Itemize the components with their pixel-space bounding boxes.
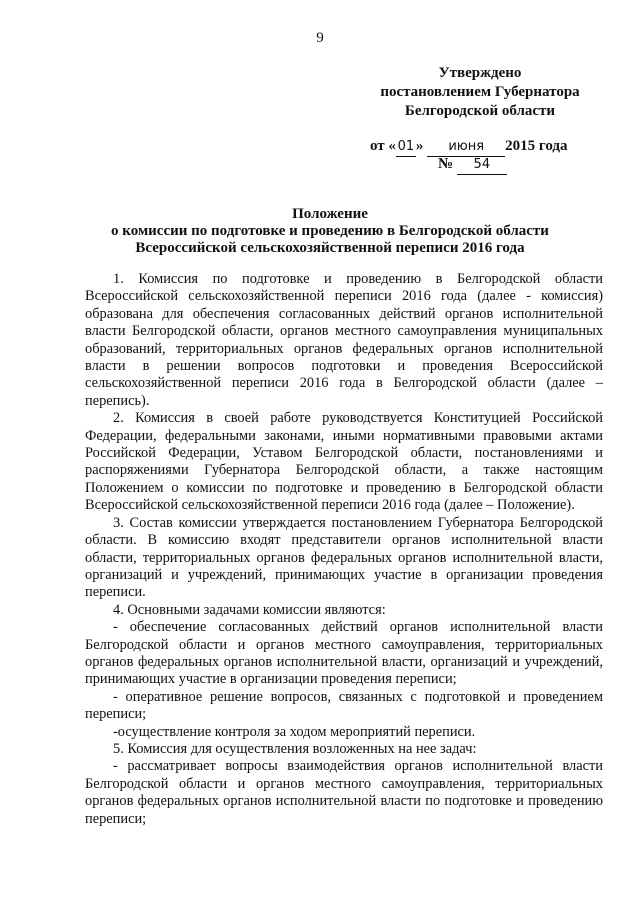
paragraph-5: - обеспечение согласованных действий органов исполнительной власти Белгородской области и органов местного самоуправления, территориальных органов федеральных органов исполнительной власти, организаций и учреждений, принимающих участие в организации проведения переписи;	[85, 619, 603, 688]
page-number: 9	[316, 30, 324, 46]
date-mid: »	[415, 138, 424, 154]
paragraph-7: -осуществление контроля за ходом мероприятий переписи.	[113, 723, 476, 740]
number-value: 54	[457, 155, 507, 175]
document-title	[60, 206, 600, 257]
decree-number	[438, 155, 507, 175]
title-line-3: Всероссийской сельскохозяйственной переписи 2016 года	[135, 240, 525, 256]
paragraph-9: - рассматривает вопросы взаимодействия органов исполнительной власти Белгородской области и органов местного самоуправления, территориальных органов федеральных органов исполнительной власти по подготовке и проведению переписи;	[85, 758, 603, 827]
approval-block	[370, 64, 590, 121]
approval-line-2: постановлением Губернатора	[380, 84, 580, 100]
date-month: июня	[427, 137, 505, 157]
approval-line-3: Белгородской области	[404, 103, 556, 119]
date-year: 2015 года	[505, 138, 568, 154]
paragraph-1: 1. Комиссия по подготовке и проведению в Белгородской области Всероссийской сельскохозяйственной переписи 2016 года (далее - комиссия) образована для обеспечения согласованных действий органов исполнительной власти Белгородской области, органов местного самоуправления муниципальных образований, территориальных органов федеральных органов исполнительной власти в решении вопросов подготовки и проведения Всероссийской сельскохозяйственной переписи 2016 года в Белгородской области (далее – перепись).	[85, 271, 603, 409]
date-prefix: от «	[370, 138, 396, 154]
paragraph-3: 3. Состав комиссии утверждается постановлением Губернатора Белгородской области. В комиссию входят представители органов исполнительной власти области, территориальных органов федеральных органов исполнительной власти, организаций и учреждений, принимающих участие в организации проведения переписи.	[85, 514, 603, 601]
paragraph-6: - оперативное решение вопросов, связанных с подготовкой и проведением переписи;	[85, 688, 603, 723]
document-body	[85, 271, 603, 828]
approval-line-1: Утверждено	[438, 65, 522, 81]
decree-date	[370, 137, 568, 157]
paragraph-4: 4. Основными задачами комиссии являются:	[113, 601, 386, 618]
title-line-2: о комиссии по подготовке и проведению в Белгородской области	[111, 223, 549, 239]
paragraph-8: 5. Комиссия для осуществления возложенных на нее задач:	[113, 740, 477, 757]
number-label: №	[438, 156, 454, 172]
paragraph-2: 2. Комиссия в своей работе руководствуется Конституцией Российской Федерации, федеральными законами, иными нормативными правовыми актами Российской Федерации, Уставом Белгородской области, постановлениями и распоряжениями Губернатора Белгородской области, а также настоящим Положением о комиссии по подготовке и проведению в Белгородской области Всероссийской сельскохозяйственной переписи 2016 года (далее – Положение).	[85, 410, 603, 514]
title-line-1: Положение	[292, 206, 368, 222]
date-day: 01	[396, 137, 416, 157]
